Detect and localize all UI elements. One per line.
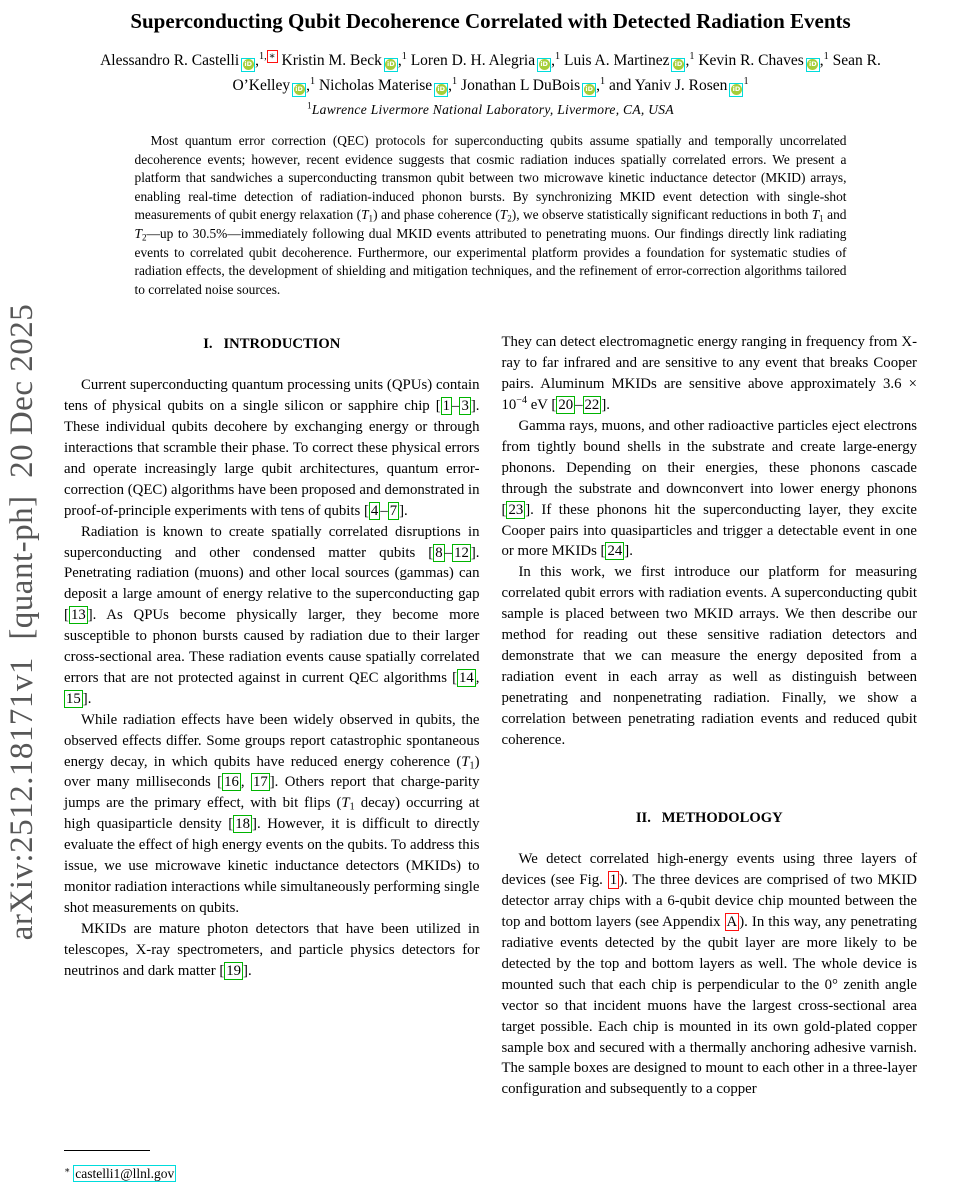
paragraph: Gamma rays, muons, and other radioactive particles eject electrons from tightly bound shells in the substrate and create large-energy phonons. Depending on their energies, these phonons cascade through the substrate and downconvert into lower energy phonons [ 23 ]. If these phonons hit the superconducting layer, they excite Cooper pairs into quasiparticles and trigger a detectable event in one or more MKIDs [ 24 ]. [501,417,917,560]
citation-link[interactable]: 13 [70,607,86,624]
orcid-icon[interactable] [292,83,306,97]
section-heading: I. INTRODUCTION [203,336,341,353]
affiliation [64,102,917,118]
orcid-icon-glyph: iD [732,85,741,93]
citation-link[interactable]: 17 [252,774,268,791]
section-heading: II. METHODOLOGY [635,810,783,827]
internal-reference-link[interactable]: 1 [609,872,618,889]
citation-link[interactable]: 7 [389,502,398,519]
orcid-icon[interactable] [671,58,685,72]
footnote [64,1150,480,1182]
citation-link[interactable]: 8 [435,544,443,561]
orcid-icon-glyph: iD [437,85,445,93]
orcid-icon-glyph: iD [585,85,593,93]
author-name: Sean R. O’Kelley iD ,$^1$ [232,52,880,94]
citation-link[interactable]: 18 [235,816,251,833]
citation-link[interactable]: 14 [459,669,474,686]
paragraph: They can detect electromagnetic energy ranging in frequency from X-ray to far infrared and are sensitive to any event that breaks Cooper pairs. Aluminum MKIDs are sensitive above approximately $3.6 \times 10^{-4}$ eV [ 20 – 22 ]. [501,334,917,414]
paper-title: Superconducting Qubit Decoherence Correlated with Detected Radiation Events [130,9,851,33]
paragraph: While radiation effects have been widely observed in qubits, the observed effects differ. Some groups report catastrophic spontaneous energy decay, in which qubits have reduced energy coherence $(T_1)$ over many milliseconds [ 16 , 17 ]. Others report that charge-parity jumps are the primary effect, with bit flips ($T_1$ decay) occurring at high quasiparticle density [ 18 ]. However, it is difficult to directly evaluate the effect of high energy events on the qubits. To address this issue, we use microwave kinetic inductance detectors (MKIDs) to monitor radiation interactions while simultaneously performing single shot measurements on qubits. [64,711,480,916]
orcid-icon[interactable] [241,58,255,72]
paragraph: MKIDs are mature photon detectors that have been utilized in telescopes, X-ray spectrometers, and particle physics detectors for neutrinos and dark matter [ 19 ]. [64,920,480,979]
citation-link[interactable]: 4 [370,502,379,519]
paragraph: We detect correlated high-energy events using three layers of devices (see Fig. 1 ). The three devices are comprised of two MKID detector array chips with a 6-qubit device chip mounted between the top and bottom layers (see Appendix A ). In this way, any penetrating radiative events detected by the qubit layer are more likely to be detected by the top and bottom layers as well. The whole device is mounted such that each chip is perpendicular to the 0° zenith angle vector so that incident muons have the largest cross-sectional area target possible. Each chip is mounted in its own gold-plated copper sample box and secured with a thermally anchoring adhesive varnish. The sample boxes are designed to mount to each other in a three-layer configuration and subsequently to a copper [501,851,917,1098]
paragraph: Current superconducting quantum processing units (QPUs) contain tens of physical qubits on a single silicon or sapphire chip [ 1 – 3 ]. These individual qubits decohere by exchanging energy or through interactions that scramble their phase. To correct these physical errors and operate increasingly large qubit architectures, quantum error-correction (QEC) algorithms have been proposed and demonstrated in proof-of-principle experiments with tens of qubits [ 4 – 7 ]. [64,377,480,519]
orcid-icon[interactable] [806,58,820,72]
orcid-icon[interactable] [729,83,743,97]
two-column-body [64,332,917,1100]
arxiv-stamp: arXiv:2512.18171v1 [quant-ph] 20 Dec 2025 [4,303,40,941]
footnote-marker: ∗ [64,1164,71,1175]
author-name: Kevin R. Chaves iD ,$^1$ [698,52,832,69]
author-name: Luis A. Martinez iD ,$^1$ [564,52,698,69]
footnote-line [64,1166,480,1182]
citation-link[interactable]: 23 [508,501,524,518]
orcid-icon-glyph: iD [387,60,395,68]
author-name: and Yaniv J. Rosen $iD^1$ [609,77,749,94]
author-name: Nicholas Materise iD ,$^1$ [319,77,461,94]
citation-link[interactable]: 24 [607,543,623,560]
orcid-icon[interactable] [434,83,448,97]
author-name: Jonathan L DuBois iD ,$^1$ [461,77,609,94]
orcid-icon[interactable] [582,83,596,97]
footnote-rule [64,1150,150,1151]
right-column [502,332,918,1100]
citation-link[interactable]: 20 [558,397,574,414]
left-column [64,332,480,1100]
citation-link[interactable]: 1 [442,398,451,415]
orcid-icon-glyph: iD [674,60,683,68]
orcid-icon[interactable] [384,58,398,72]
orcid-icon-glyph: iD [808,60,817,68]
abstract: Most quantum error correction (QEC) protocols for superconducting qubits assume spatially and temporally uncorrelated decoherence events; however, recent evidence suggests that cosmic radiation induces spatially correlated errors. We present a platform that sandwiches a superconducting transmon qubit between two microwave kinetic inductance detector (MKID) arrays, enabling real-time detection of radiation-induced phonon bursts. By synchronizing MKID event detection with single-shot measurements of qubit energy relaxation $(T_1)$ and phase coherence $(T_2)$, we observe statistically significant reductions in both $T_1$ and $T_2—up$ to 30.5%—immediately following dual MKID events attributed to penetrating muons. Our findings directly link radiating events to correlated qubit decoherence. Furthermore, our experimental platform provides a foundation for systematic studies of radiation effects, the development of shielding and mitigation techniques, and the refinement of error-correction algorithms tailored to correlated noise sources. [134,133,847,297]
citation-link[interactable]: 15 [66,690,81,707]
author-name: Kristin M. Beck iD ,$^1$ [282,52,411,69]
orcid-icon[interactable] [537,58,551,72]
paragraph: In this work, we first introduce our platform for measuring correlated qubit errors with radiation events. A superconducting qubit sample is placed between two MKID arrays. We then describe our method for reading out these sensitive radiation detectors and demonstrate that we can measure the energy deposited from a radiation event in each array as well as distinguish between penetrating and nonpenetrating radiation. Finally, we show a correlation between penetrating radiation events and reduced qubit coherence. [501,564,917,748]
citation-link[interactable]: 12 [454,544,469,561]
author-footnote-link[interactable]: ∗ [268,50,276,62]
orcid-icon-glyph: iD [295,85,303,93]
author-list [91,48,891,98]
paragraph: Radiation is known to create spatially correlated disruptions in superconducting and other condensed matter qubits [ 8 – 12 ]. Penetrating radiation (muons) and other local sources (gammas) can deposit a large amount of energy relative to the superconducting gap [ 13 ]. As QPUs become physically larger, they become more susceptible to phonon bursts caused by radiation due to their larger cross-sectional area. These radiation events cause spatially correlated errors that are not protected against in current QEC algorithms [ 14 , 15 ]. [64,523,480,707]
email-link[interactable]: castelli1@llnl.gov [75,1166,175,1181]
orcid-icon-glyph: iD [244,60,252,68]
affiliation-text: Lawrence Livermore National Laboratory, Livermore, CA, USA [311,102,674,117]
internal-reference-link[interactable]: A [726,914,738,931]
citation-link[interactable]: 22 [584,397,600,414]
orcid-icon-glyph: iD [540,60,548,68]
citation-link[interactable]: 16 [224,774,239,791]
author-name: Loren D. H. Alegria iD ,$^1$ [411,52,564,69]
citation-link[interactable]: 19 [226,962,242,979]
affiliation-superscript: 1 [307,100,312,111]
author-name: Alessandro R. Castelli iD ,$^{1, ∗}$ [100,52,281,69]
citation-link[interactable]: 3 [461,398,469,415]
